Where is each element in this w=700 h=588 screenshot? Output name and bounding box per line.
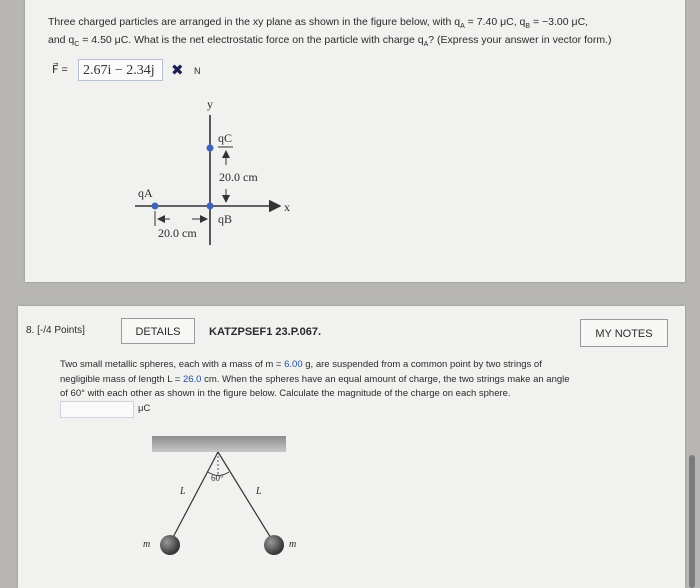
horizontal-distance-label: 20.0 cm	[158, 226, 197, 240]
qb-label: qB	[218, 212, 233, 226]
force-unit: N	[194, 66, 201, 76]
y-axis-label: y	[207, 97, 213, 111]
charge-qc	[207, 145, 214, 152]
ceiling-support	[152, 436, 286, 452]
force-label: F⃗ =	[52, 64, 68, 76]
details-button[interactable]: DETAILS	[121, 318, 195, 344]
x-axis-label: x	[284, 200, 290, 214]
problem-7-text-line-2: and $q_C = 4.50$ μC. What is the net electrostatic force on the particle with charge $q_A$? (Express your answer in vector form.)	[48, 34, 612, 49]
right-string	[218, 452, 274, 543]
vertical-distance-label: 20.0 cm	[219, 170, 258, 184]
problem-8-card	[18, 306, 685, 588]
my-notes-button[interactable]: MY NOTES	[580, 319, 668, 347]
force-answer-input[interactable]: 2.67i − 2.34j	[78, 59, 163, 81]
qa-label: qA	[138, 186, 153, 200]
right-mass-label: m	[289, 539, 297, 550]
problem-id: KATZPSEF1 23.P.067.	[209, 326, 322, 338]
left-length-label: L	[180, 486, 186, 497]
right-sphere	[264, 535, 284, 555]
problem-8-text-line-2: negligible mass of length L = 26.0 cm. When the spheres have an equal amount of charge, the two strings make an angle	[60, 374, 570, 385]
charge-answer-unit: μC	[138, 403, 151, 414]
x-mark-icon: ✖	[171, 62, 184, 79]
charge-qb	[207, 203, 214, 210]
left-sphere	[160, 535, 180, 555]
qc-label: qC	[218, 131, 233, 145]
hanging-spheres-figure	[150, 432, 310, 557]
problem-7-text-line-1: Three charged particles are arranged in the xy plane as shown in the figure below, with $q_A = 7.40$ μC, $q_B = -3.00$ μC,	[48, 16, 589, 31]
charge-qa	[152, 203, 159, 210]
problem-number: 8. [-/4 Points]	[26, 325, 85, 336]
problem-8-text-line-1: Two small metallic spheres, each with a mass of m = 6.00 g, are suspended from a common point by two strings of	[60, 359, 542, 370]
scrollbar[interactable]	[689, 455, 695, 588]
angle-label: 60°	[211, 473, 224, 483]
right-length-label: L	[256, 486, 262, 497]
problem-8-text-line-3: of 60° with each other as shown in the figure below. Calculate the magnitude of the charge on each sphere.	[60, 388, 511, 399]
left-string	[170, 452, 218, 543]
charge-answer-input[interactable]	[60, 401, 134, 418]
left-mass-label: m	[143, 539, 151, 550]
